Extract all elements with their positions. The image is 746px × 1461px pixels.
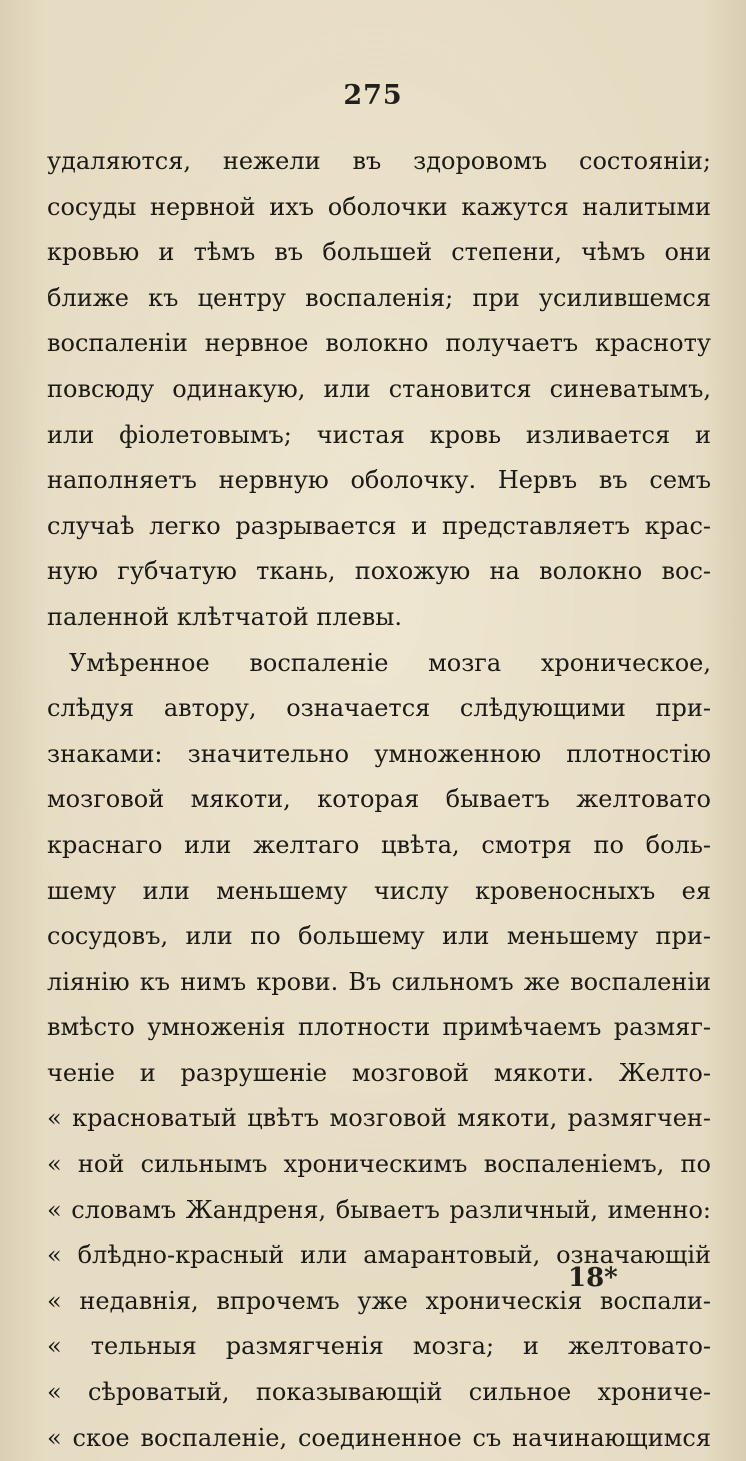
text-line: удаляются, нежели въ здоровомъ состоянiи; bbox=[47, 147, 711, 175]
paragraph-start-line: Умѣренное воспаленiе мозга хроническое, bbox=[69, 648, 711, 677]
text-line: воспаленiи нервное волокно получаетъ красноту bbox=[47, 329, 711, 358]
text-line: шему или меньшему числу кровеносныхъ ея bbox=[47, 876, 711, 905]
text-line: слѣдуя автору, означается слѣдующими при- bbox=[47, 694, 711, 723]
page-number: 275 bbox=[343, 80, 403, 111]
text-line: знаками: значительно умноженною плотностiю bbox=[47, 739, 711, 768]
text-line: случаѣ легко разрывается и представляетъ крас- bbox=[47, 511, 711, 540]
text-line: наполняетъ нервную оболочку. Нервъ въ семъ bbox=[47, 466, 711, 495]
text-line: сосудовъ, или по большему или меньшему при- bbox=[47, 922, 711, 951]
text-line: или фiолетовымъ; чистая кровь изливается и bbox=[47, 420, 711, 449]
text-line: ченiе и разрушенiе мозговой мякоти. Желто- bbox=[47, 1058, 711, 1087]
quote-line: « сѣроватый, показывающiй сильное хрониче- bbox=[47, 1378, 711, 1407]
paragraph-end-line: паленной клѣтчатой плевы. bbox=[47, 602, 403, 631]
text-line: лiянiю къ нимъ крови. Въ сильномъ же воспаленiи bbox=[47, 967, 711, 996]
signature-mark: 18* bbox=[568, 1263, 618, 1293]
text-line: кровью и тѣмъ въ большей степени, чѣмъ они bbox=[47, 238, 711, 267]
text-line: сосуды нервной ихъ оболочки кажутся налитыми bbox=[47, 192, 711, 221]
text-line: повсюду одинакую, или становится синеватымъ, bbox=[47, 374, 711, 403]
quote-line: « словамъ Жандреня, бываетъ различный, именно: bbox=[47, 1195, 711, 1224]
quote-line: « ной сильнымъ хроническимъ воспаленiемъ, по bbox=[47, 1150, 711, 1179]
text-line: краснаго или желтаго цвѣта, смотря по боль- bbox=[47, 830, 711, 859]
text-line: ближе къ центру воспаленiя; при усилившемся bbox=[47, 283, 711, 312]
quote-line: « недавнiя, впрочемъ уже хроническiя воспали- bbox=[47, 1286, 711, 1315]
quote-line: « красноватый цвѣтъ мозговой мякоти, размягчен- bbox=[47, 1104, 711, 1133]
text-line: вмѣсто умноженiя плотности примѣчаемъ размяг- bbox=[47, 1013, 711, 1042]
quote-line: « блѣдно-красный или амарантовый, означающiй bbox=[47, 1241, 711, 1270]
text-line: ную губчатую ткань, похожую на волокно вос- bbox=[47, 557, 711, 586]
quote-line: « ское воспаленiе, соединенное съ начинающимся bbox=[47, 1423, 711, 1452]
quote-line: « тельныя размягченiя мозга; и желтовато- bbox=[47, 1332, 711, 1361]
text-line: мозговой мякоти, которая бываетъ желтовато bbox=[47, 785, 711, 814]
